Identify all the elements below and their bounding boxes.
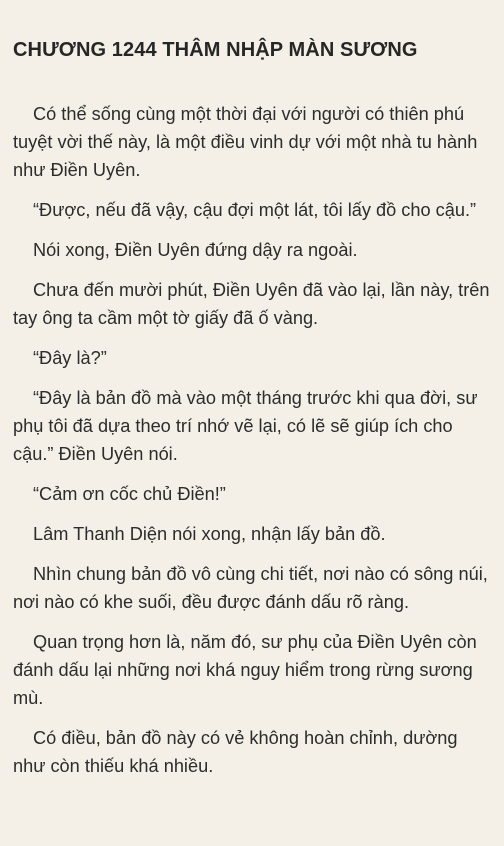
paragraph: “Được, nếu đã vậy, cậu đợi một lát, tôi lấy đồ cho cậu.”	[33, 200, 477, 220]
paragraph: “Đây là bản đồ mà vào một tháng trước khi qua đời, sư phụ tôi đã dựa theo trí nhớ vẽ lại, có lẽ sẽ giúp ích cho cậu.” Điền Uyên nói.	[13, 388, 478, 464]
paragraph: Nói xong, Điền Uyên đứng dậy ra ngoài.	[33, 240, 358, 260]
paragraph: “Cảm ơn cốc chủ Điền!”	[33, 484, 226, 504]
paragraph: “Đây là?”	[33, 348, 107, 368]
paragraph: Quan trọng hơn là, năm đó, sư phụ của Điền Uyên còn đánh dấu lại những nơi khá nguy hiểm trong rừng sương mù.	[13, 632, 477, 708]
chapter-title: CHƯƠNG 1244 THÂM NHẬP MÀN SƯƠNG	[13, 39, 418, 61]
paragraph: Có thể sống cùng một thời đại với người có thiên phú tuyệt vời thế này, là một điều vinh dự với một nhà tu hành như Điền Uyên.	[13, 104, 478, 180]
paragraph: Nhìn chung bản đồ vô cùng chi tiết, nơi nào có sông núi, nơi nào có khe suối, đều được đánh dấu rõ ràng.	[13, 564, 488, 612]
chapter-body	[13, 100, 490, 780]
paragraph: Lâm Thanh Diện nói xong, nhận lấy bản đồ.	[33, 524, 386, 544]
paragraph: Có điều, bản đồ này có vẻ không hoàn chỉnh, dường như còn thiếu khá nhiều.	[13, 728, 458, 776]
paragraph: Chưa đến mười phút, Điền Uyên đã vào lại, lần này, trên tay ông ta cầm một tờ giấy đã ố vàng.	[13, 280, 490, 328]
